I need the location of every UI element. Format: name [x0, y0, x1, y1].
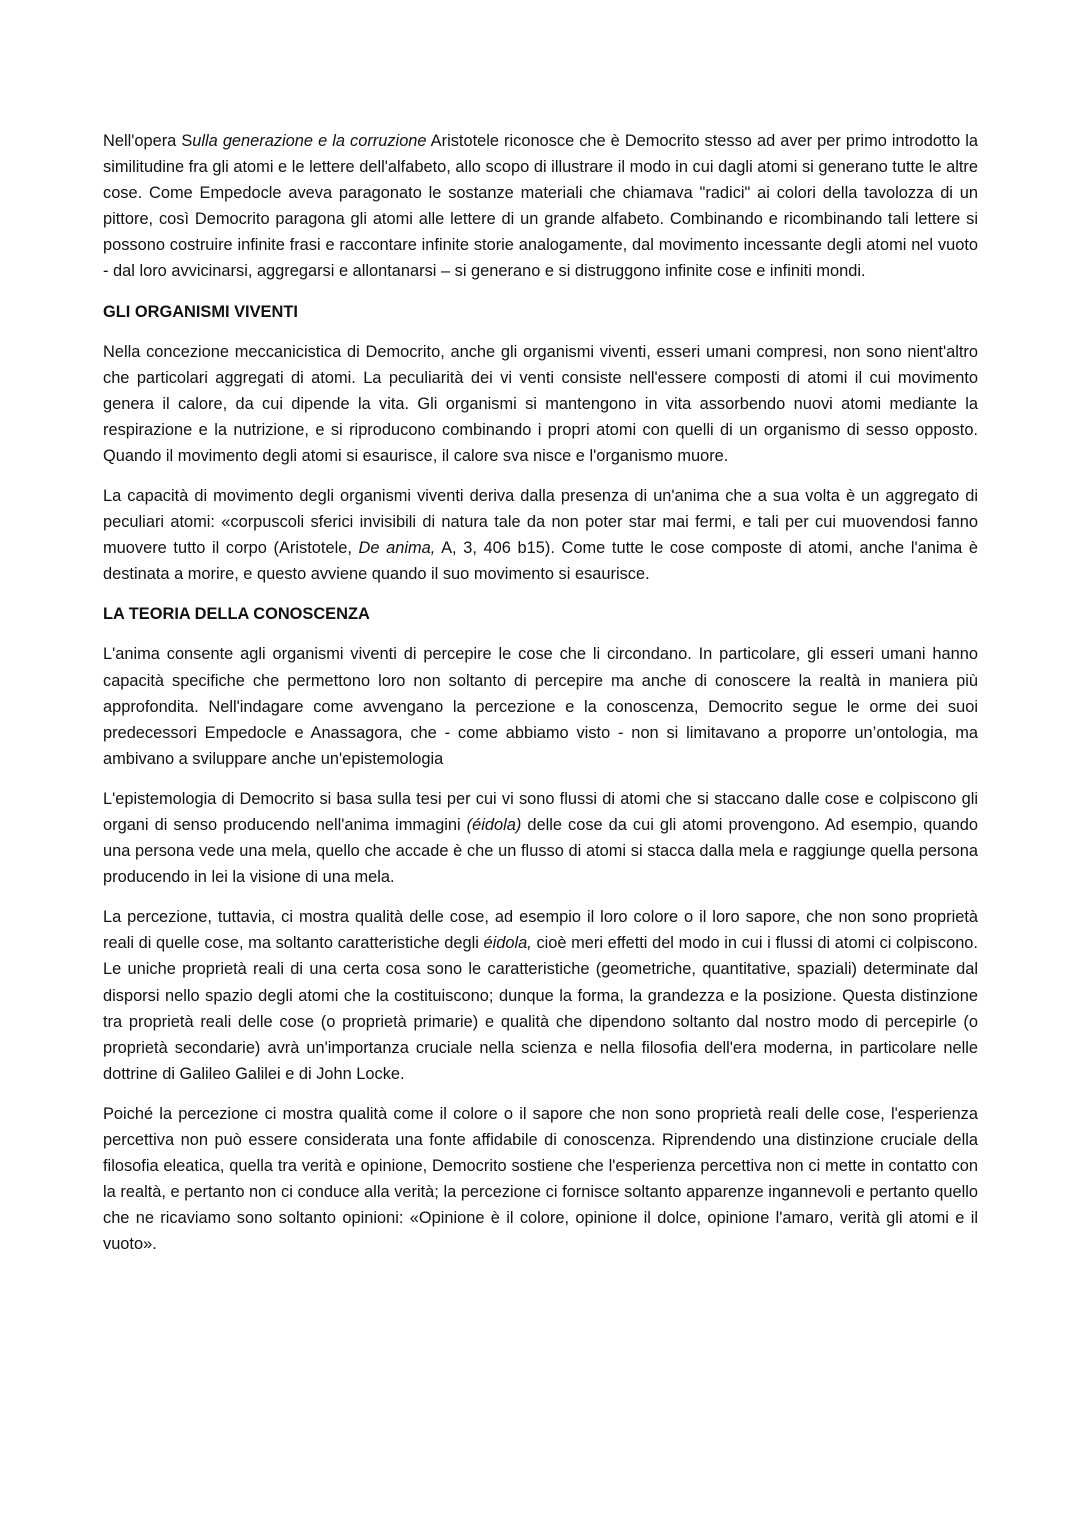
- paragraph-opinione: [103, 1101, 978, 1258]
- text-run: L'anima consente agli organismi viventi di percepire le cose che li circondano. In particolare, gli esseri umani hanno capacità specifiche che permettono loro non soltanto di percepire ma anche di conoscere la realtà in maniera più approfondita. Nell'indagare come avvengano la percezione e la conoscenza, Democrito segue le orme dei suoi predecessori Empedocle e Anassagora, che - come abbiamo visto - non si limitavano a proporre un’ontologia, ma ambivano a sviluppare anche un'epistemologia: [103, 645, 978, 768]
- paragraph-organismi: [103, 339, 978, 469]
- paragraph-qualita: [103, 904, 978, 1087]
- text-run: La percezione, tuttavia, ci mostra qualità delle cose, ad esempio il loro colore o il loro sapore, che non sono proprietà reali di quelle cose, ma soltanto caratteristiche degli: [103, 908, 978, 953]
- text-run: Aristotele riconosce che è Democrito stesso ad aver per primo introdotto la similitudine fra gli atomi e le lettere dell'alfabeto, allo scopo di illustrare il modo in cui dagli atomi si generano tutte le altre cose. Come Empedocle aveva paragonato le sostanze materiali che chiamava "radici" ai colori della tavolozza di un pittore, così Democrito paragona gli atomi alle lettere di un grande alfabeto. Combinando e ricombinando tali lettere si possono costruire infinite frasi e raccontare infinite storie analogamente, dal movimento incessante degli atomi nel vuoto - dal loro avvicinarsi, aggregarsi e allontanarsi – si generano e si distruggono infinite cose e infiniti mondi.: [103, 132, 979, 281]
- text-run: delle cose da cui gli atomi provengono. Ad esempio, quando una persona vede una mela, quello che accade è che un flusso di atomi si stacca dalla mela e raggiunge quella persona producendo in lei la visione di una mela.: [103, 815, 979, 887]
- paragraph-epistemologia: [103, 786, 978, 890]
- text-run: L'epistemologia di Democrito si basa sulla tesi per cui vi sono flussi di atomi che si staccano dalle cose e colpiscono gli organi di senso producendo nell'anima immagini: [103, 789, 978, 834]
- italic-text-run: éidola,: [483, 934, 532, 953]
- text-run: cioè meri effetti del modo in cui i flussi di atomi ci colpiscono. Le uniche proprietà reali di una certa cosa sono le caratteristiche (geometriche, quantitative, spaziali) determinate dal disporsi nello spazio degli atomi che la costituiscono; dunque la forma, la grandezza e la posizione. Questa distinzione tra proprietà reali delle cose (o proprietà primarie) e qualità che dipendono soltanto dal nostro modo di percepirle (o proprietà secondarie) avrà un'importanza cruciale nella scienza e nella filosofia dell'era moderna, in particolare nelle dottrine di Galileo Galilei e di John Locke.: [103, 934, 978, 1083]
- paragraph-atoms-alphabet: [103, 128, 978, 285]
- paragraph-anima: [103, 483, 978, 587]
- text-run: La capacità di movimento degli organismi viventi deriva dalla presenza di un'anima che a sua volta è un aggregato di peculiari atomi: «corpuscoli sferici invisibili di natura tale da non poter star mai fermi, e tali per cui muovendosi fanno muovere tutto il corpo (Aristotele,: [103, 487, 978, 558]
- document-page: [103, 128, 978, 1271]
- text-run: Poiché la percezione ci mostra qualità come il colore o il sapore che non sono proprietà reali delle cose, l'esperienza percettiva non può essere considerata una fonte affidabile di conoscenza. Riprendendo una distinzione cruciale della filosofia eleatica, quella tra verità e opinione, Democrito sostiene che l'esperienza percettiva non ci mette in contatto con la realtà, e pertanto non ci conduce alla verità; la percezione ci fornisce soltanto apparenze ingannevoli e pertanto quello che ne ricaviamo sono soltanto opinioni: «Opinione è il colore, opinione il dolce, opinione l'amaro, verità gli atomi e il vuoto».: [103, 1104, 978, 1254]
- italic-text-run: ulla generazione e la corruzione: [192, 132, 427, 150]
- italic-text-run: De anima,: [358, 539, 436, 558]
- section-heading-organismi: GLI ORGANISMI VIVENTI: [103, 302, 298, 321]
- text-run: Nella concezione meccanicistica di Democrito, anche gli organismi viventi, esseri umani compresi, non sono nient'altro che particolari aggregati di atomi. La peculiarità dei vi venti consiste nell'essere composti di atomi il cui movimento genera il calore, da cui dipende la vita. Gli organismi si mantengono in vita assorbendo nuovi atomi mediante la respirazione e la nutrizione, e si riproducono combinando i propri atomi con quelli di un organismo di sesso opposto. Quando il movimento degli atomi si esaurisce, il calore sva nisce e l'organismo muore.: [103, 342, 978, 465]
- text-run: Nell'opera S: [103, 132, 193, 150]
- text-run: A, 3, 406 b15). Come tutte le cose composte di atomi, anche l'anima è destinata a morire, e questo avviene quando il suo movimento si esaurisce.: [103, 539, 978, 584]
- italic-text-run: (éidola): [466, 815, 522, 834]
- section-heading-conoscenza: LA TEORIA DELLA CONOSCENZA: [103, 605, 370, 624]
- paragraph-percezione-intro: [103, 641, 978, 771]
